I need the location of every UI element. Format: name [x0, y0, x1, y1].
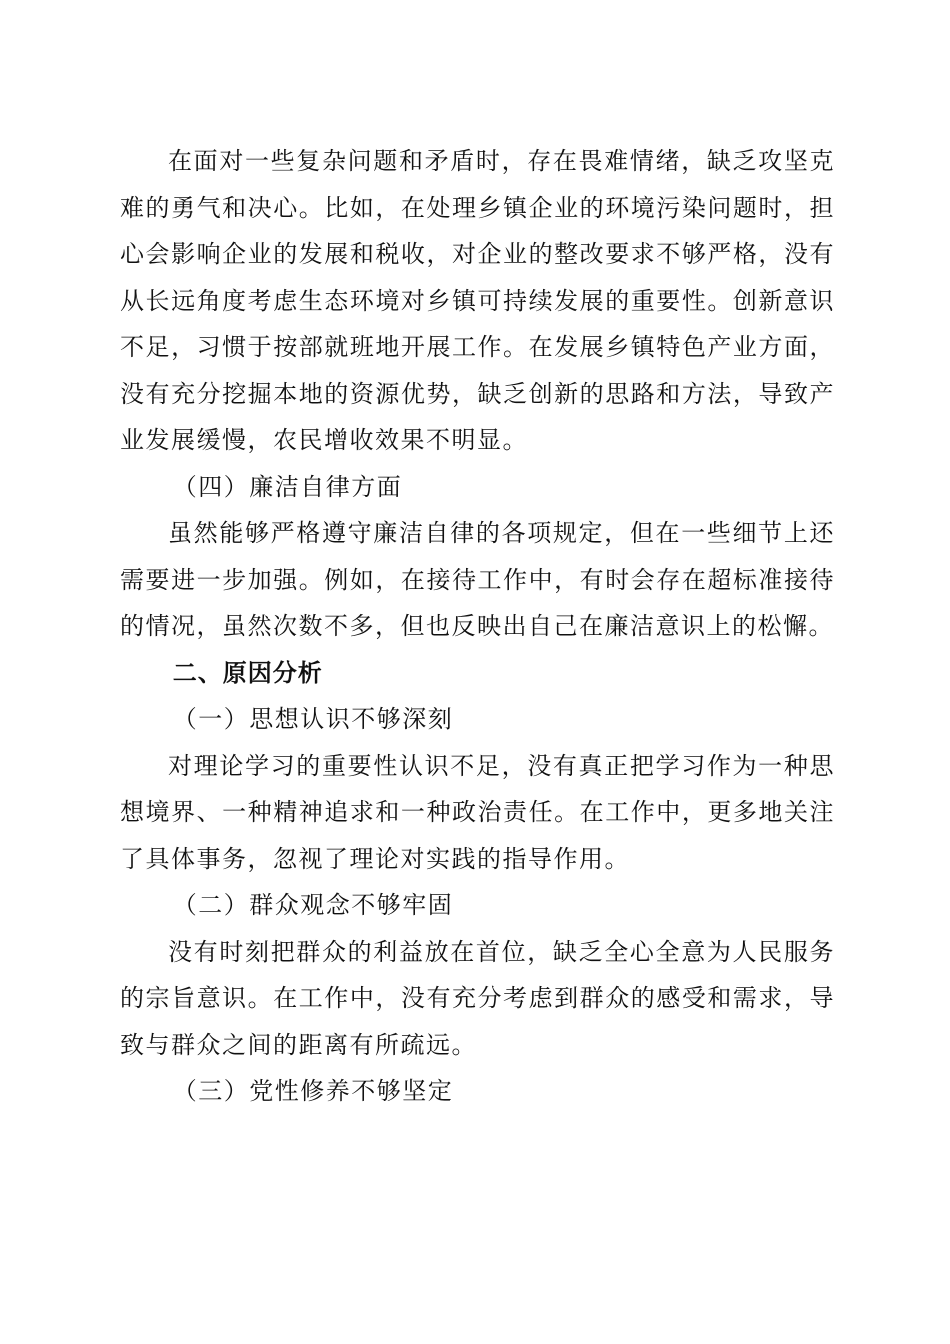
paragraph-ideological-understanding: 对理论学习的重要性认识不足，没有真正把学习作为一种思想境界、一种精神追求和一种政治责任。在工作中，更多地关注了具体事务，忽视了理论对实践的指导作用。	[120, 751, 835, 873]
subheading-ideological-understanding: （一）思想认识不够深刻	[172, 705, 454, 733]
subheading-mass-viewpoint: （二）群众观念不够牢固	[172, 891, 454, 919]
paragraph-difficulty-avoidance: 在面对一些复杂问题和矛盾时，存在畏难情绪，缺乏攻坚克难的勇气和决心。比如，在处理乡镇企业的环境污染问题时，担心会影响企业的发展和税收，对企业的整改要求不够严格，没有从长远角度考虑生态环境对乡镇可持续发展的重要性。创新意识不足，习惯于按部就班地开展工作。在发展乡镇特色产业方面，没有充分挖掘本地的资源优势，缺乏创新的思路和方法，导致产业发展缓慢，农民增收效果不明显。	[120, 147, 835, 454]
subheading-integrity: （四）廉洁自律方面	[172, 472, 403, 501]
paragraph-integrity: 虽然能够严格遵守廉洁自律的各项规定，但在一些细节上还需要进一步加强。例如，在接待工作中，有时会存在超标准接待的情况，虽然次数不多，但也反映出自己在廉洁意识上的松懈。	[120, 519, 835, 640]
section-heading-cause-analysis: 二、原因分析	[172, 658, 323, 687]
paragraph-mass-viewpoint: 没有时刻把群众的利益放在首位，缺乏全心全意为人民服务的宗旨意识。在工作中，没有充分考虑到群众的感受和需求，导致与群众之间的距离有所疏远。	[120, 937, 835, 1059]
subheading-party-spirit: （三）党性修养不够坚定	[172, 1077, 454, 1105]
document-body	[120, 138, 835, 1115]
